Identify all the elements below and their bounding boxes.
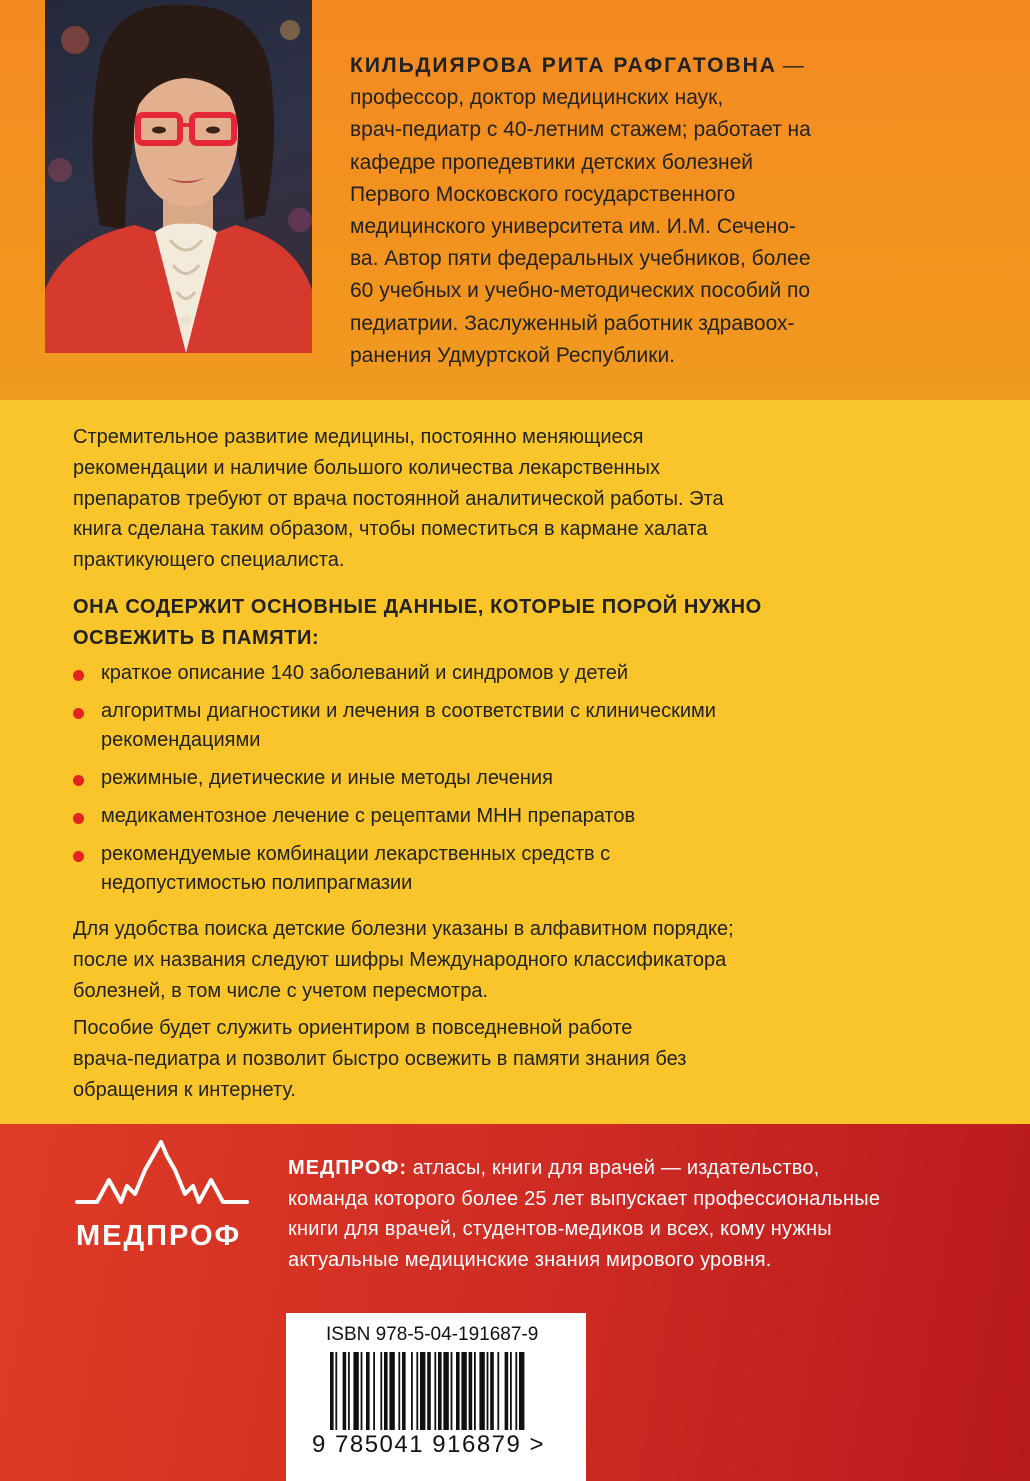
barcode-bar — [416, 1352, 418, 1430]
list-item-line: рекомендуемые комбинации лекарственных средств с — [101, 843, 611, 865]
publisher-brand: МЕДПРОФ: — [288, 1157, 407, 1179]
search-note-line: после их названия следуют шифры Международного классификатора — [73, 948, 727, 971]
barcode-bar — [456, 1352, 460, 1430]
author-bio-line: профессор, доктор медицинских наук, — [350, 86, 724, 110]
contents-heading — [73, 592, 953, 654]
search-note-line: болезней, в том числе с учетом пересмотра. — [73, 979, 488, 1002]
barcode-bar — [389, 1352, 394, 1430]
barcode-bar — [330, 1352, 334, 1430]
author-bio-line: врач-педиатр с 40-летним стажем; работает на — [350, 118, 811, 142]
barcode-bars-icon — [330, 1352, 558, 1434]
publisher-line: команда которого более 25 лет выпускает профессиональные — [288, 1187, 881, 1210]
barcode-bar — [451, 1352, 453, 1430]
search-note-line: Для удобства поиска детские болезни указаны в алфавитном порядке; — [73, 918, 734, 940]
publisher-description — [288, 1153, 988, 1275]
barcode-bar — [353, 1352, 358, 1430]
bullet-dot-icon — [73, 775, 84, 786]
barcode-bar — [438, 1352, 442, 1430]
publisher-line: книги для врачей, студентов-медиков и всех, кому нужны — [288, 1218, 832, 1240]
bullet-dot-icon — [73, 813, 84, 824]
barcode-bar — [434, 1352, 436, 1430]
contents-list — [73, 659, 953, 898]
barcode-bar — [443, 1352, 448, 1430]
barcode-bar — [373, 1352, 375, 1430]
barcode-bar — [487, 1352, 489, 1430]
barcode-bar — [411, 1352, 413, 1430]
list-item — [73, 659, 953, 688]
barcode-bar — [398, 1352, 400, 1430]
author-bio-line: кафедре пропедевтики детских болезней — [350, 150, 754, 174]
barcode-bar — [380, 1352, 382, 1430]
barcode-bar — [402, 1352, 406, 1430]
author-bio-line: медицинского университета им. И.М. Сечено- — [350, 215, 796, 239]
author-bio — [350, 50, 980, 372]
closing-line: врача-педиатра и позволит быстро освежить в памяти знания без — [73, 1047, 687, 1070]
closing-line: обращения к интернету. — [73, 1078, 296, 1101]
bullet-dot-icon — [73, 708, 84, 719]
barcode-bar — [474, 1352, 476, 1430]
author-bio-line: Первого Московского государственного — [350, 182, 736, 206]
list-item-line: недопустимостью полипрагмазии — [101, 872, 413, 894]
isbn-number: ISBN 978-5-04-191687-9 — [326, 1324, 539, 1345]
barcode-bar — [519, 1352, 524, 1430]
closing-paragraph — [73, 1013, 953, 1105]
list-item-line: медикаментозное лечение с рецептами МНН препаратов — [101, 805, 636, 827]
barcode-bar — [420, 1352, 425, 1430]
list-item-line: рекомендациями — [101, 729, 261, 751]
barcode-bar — [497, 1352, 499, 1430]
contents-heading-line: ОСВЕЖИТЬ В ПАМЯТИ: — [73, 627, 320, 649]
barcode-bar — [348, 1352, 350, 1430]
intro-line: Стремительное развитие медицины, постоянно меняющиеся — [73, 426, 644, 448]
list-item-line: алгоритмы диагностики и лечения в соответствии с клиническими — [101, 700, 716, 722]
publisher-line: актуальные медицинские знания мирового уровня. — [288, 1248, 772, 1271]
barcode-bar — [335, 1352, 337, 1430]
barcode-bar — [384, 1352, 388, 1430]
author-bio-line: педиатрии. Заслуженный работник здравоох- — [350, 311, 795, 335]
barcode-bar — [490, 1352, 494, 1430]
list-item — [73, 697, 953, 755]
barcode-bar — [427, 1352, 431, 1430]
barcode-bar — [343, 1352, 347, 1430]
publisher-line: атласы, книги для врачей — издательство, — [407, 1157, 820, 1179]
barcode-bar — [461, 1352, 466, 1430]
bullet-dot-icon — [73, 670, 84, 681]
list-item — [73, 840, 953, 898]
list-item-line: краткое описание 140 заболеваний и синдромов у детей — [101, 662, 629, 684]
intro-line: книга сделана таким образом, чтобы поместиться в кармане халата — [73, 518, 708, 541]
author-bio-line: ва. Автор пяти федеральных учебников, более — [350, 247, 811, 271]
barcode-bar — [510, 1352, 512, 1430]
author-bio-line: ранения Удмуртской Республики. — [350, 343, 676, 367]
intro-line: рекомендации и наличие большого количества лекарственных — [73, 456, 661, 479]
author-name: КИЛЬДИЯРОВА РИТА РАФГАТОВНА — [350, 54, 777, 77]
barcode-bar — [505, 1352, 509, 1430]
barcode-digits: 9 785041 916879 > — [312, 1431, 546, 1458]
author-name-dash: — — [776, 54, 804, 77]
intro-line: препаратов требуют от врача постоянной аналитической работы. Эта — [73, 487, 724, 510]
list-item — [73, 802, 953, 831]
intro-line: практикующего специалиста. — [73, 549, 345, 572]
list-item-line: режимные, диетические и иные методы лечения — [101, 767, 553, 789]
closing-line: Пособие будет служить ориентиром в повседневной работе — [73, 1017, 633, 1039]
barcode-bar — [361, 1352, 363, 1430]
list-item — [73, 764, 953, 793]
barcode-bar — [479, 1352, 484, 1430]
author-photo — [45, 0, 312, 353]
barcode-bar — [515, 1352, 517, 1430]
bullet-dot-icon — [73, 851, 84, 862]
barcode-bar — [469, 1352, 473, 1430]
logo-text: МЕДПРОФ — [76, 1220, 242, 1252]
intro-paragraph — [73, 422, 953, 576]
search-note-paragraph — [73, 914, 953, 1006]
contents-heading-line: ОНА СОДЕРЖИТ ОСНОВНЫЕ ДАННЫЕ, КОТОРЫЕ ПОРОЙ НУЖНО — [73, 596, 762, 618]
author-bio-line: 60 учебных и учебно-методических пособий по — [350, 279, 811, 303]
barcode-bar — [366, 1352, 370, 1430]
